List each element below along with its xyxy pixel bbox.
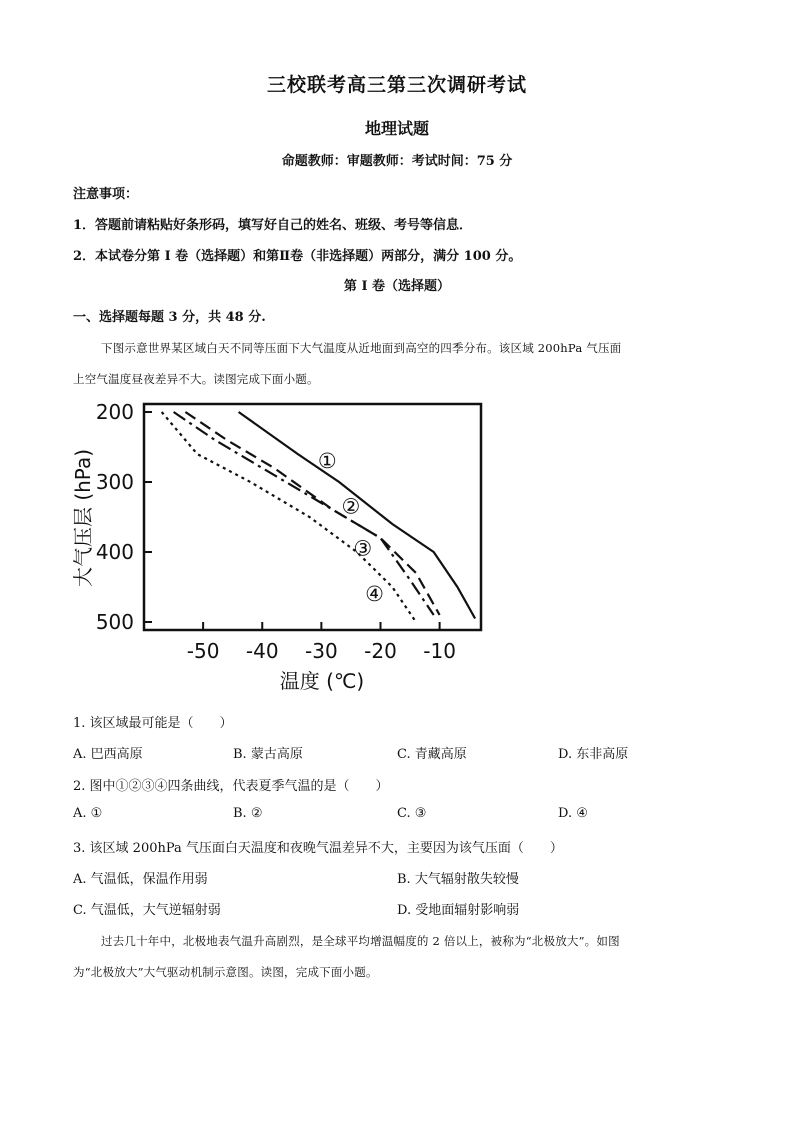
notice-item-2: 2．本试卷分第 I 卷（选择题）和第Ⅱ卷（非选择题）两部分，满分 100 分。	[73, 249, 522, 264]
q3-option-d[interactable]: D. 受地面辐射影响弱	[397, 903, 520, 918]
x-tick-label: -20	[364, 639, 397, 663]
q2-option-c[interactable]: C. ③	[397, 806, 427, 821]
x-tick-label: -40	[245, 639, 279, 663]
y-tick-label: 200	[95, 400, 134, 424]
y-tick-label: 300	[95, 470, 134, 494]
temperature-pressure-chart	[60, 396, 500, 700]
q2-option-d[interactable]: D. ④	[558, 806, 588, 821]
part1-title: 第 I 卷（选择题）	[343, 279, 451, 294]
question-3-stem: 3. 该区域 200hPa 气压面白天温度和夜晚气温差异不大，主要因为该气压面（ ）	[73, 841, 563, 856]
series-label-3: ③	[353, 536, 373, 561]
exam-meta: 命题教师：审题教师：考试时间：75 分	[281, 154, 513, 169]
x-tick-label: -50	[186, 639, 220, 663]
intro-line-2: 上空气温度昼夜差异不大。读图完成下面小题。	[73, 372, 319, 386]
passage2-line-1: 过去几十年中，北极地表气温升高剧烈，是全球平均增温幅度的 2 倍以上，被称为“北极放大”。如图	[101, 934, 620, 948]
q1-option-a[interactable]: A. 巴西高原	[73, 747, 143, 762]
q3-option-a[interactable]: A. 气温低，保温作用弱	[73, 872, 208, 887]
passage2-line-2: 为“北极放大”大气驱动机制示意图。读图，完成下面小题。	[73, 965, 378, 979]
exam-title: 三校联考高三第三次调研考试	[266, 74, 527, 96]
q1-option-b[interactable]: B. 蒙古高原	[233, 747, 303, 762]
notice-item-1: 1．答题前请粘贴好条形码，填写好自己的姓名、班级、考号等信息．	[73, 218, 473, 233]
y-axis-label: 大气压层 (hPa)	[71, 448, 95, 588]
plot-frame	[144, 404, 481, 630]
q2-option-b[interactable]: B. ②	[233, 806, 263, 821]
q1-option-c[interactable]: C. 青藏高原	[397, 747, 467, 762]
series-label-2: ②	[341, 494, 361, 519]
exam-subject: 地理试题	[364, 119, 429, 138]
y-tick-label: 400	[95, 540, 134, 564]
notice-heading: 注意事项：	[73, 187, 139, 202]
q1-option-d[interactable]: D. 东非高原	[558, 747, 629, 762]
question-2-stem: 2. 图中①②③④四条曲线，代表夏季气温的是（ ）	[73, 779, 389, 794]
x-tick-label: -10	[423, 639, 456, 663]
q2-option-a[interactable]: A. ①	[73, 806, 103, 821]
y-tick-label: 500	[95, 610, 134, 634]
q3-option-c[interactable]: C. 气温低，大气逆辐射弱	[73, 903, 221, 918]
intro-line-1: 下图示意世界某区域白天不同等压面下大气温度从近地面到高空的四季分布。该区域 200hPa 气压面	[101, 341, 622, 355]
x-tick-label: -30	[305, 639, 338, 663]
section-heading: 一、选择题每题 3 分，共 48 分.	[73, 310, 266, 325]
question-1-stem: 1. 该区域最可能是（ ）	[73, 716, 233, 731]
series-line-2	[185, 412, 439, 615]
q3-option-b[interactable]: B. 大气辐射散失较慢	[397, 872, 519, 887]
series-label-4: ④	[365, 582, 384, 606]
x-axis-label: 温度 (℃)	[279, 669, 365, 693]
series-label-1: ①	[317, 449, 337, 473]
